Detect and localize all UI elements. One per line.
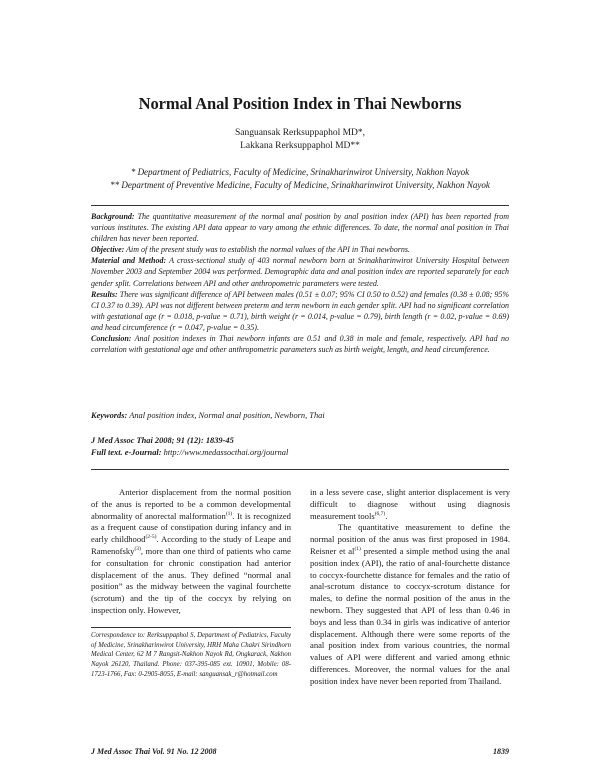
journal-fulltext <box>91 447 509 459</box>
footer-journal: J Med Assoc Thai Vol. 91 No. 12 2008 <box>91 747 217 756</box>
journal-info <box>91 435 509 458</box>
abstract-objective-label: Objective: <box>91 245 125 255</box>
reference-mark: (2-5) <box>145 534 157 541</box>
abstract-background <box>91 211 509 244</box>
abstract-results-label: Results: <box>91 289 118 299</box>
author-2: Lakkana Rerksuppaphol MD** <box>240 141 360 151</box>
affiliation-2: ** Department of Preventive Medicine, Faculty of Medicine, Srinakharinwirot University, Nakhon Nayok <box>110 180 490 190</box>
author-1: Sanguansak Rerksuppaphol MD*, <box>234 128 366 138</box>
reference-mark: (6,7) <box>374 510 386 517</box>
body-paragraph <box>91 487 291 617</box>
abstract-results <box>91 289 509 333</box>
body-paragraph <box>310 487 510 522</box>
body-column-left <box>91 487 291 617</box>
affiliation-1: * Department of Pediatrics, Faculty of Medicine, Srinakharinwirot University, Nakhon Nayok <box>130 167 470 177</box>
body-text: . It is recognized as a frequent cause of constipation during infancy and in early childhood <box>91 510 291 545</box>
abstract-conclusion <box>91 333 509 355</box>
body-text: Anterior displacement from the normal position of the anus is reported to be a common developmental abnormality of anorectal malformation <box>91 487 291 521</box>
body-top-rule <box>91 469 509 470</box>
abstract <box>91 211 509 355</box>
abstract-background-text: The quantitative measurement of the normal anal position by anal position index (API) has been reported from various institutes. The existing API data appear to vary among the ethnic differences. To date, the normal anal position in Thai children has never been reported. <box>91 212 509 244</box>
affiliations <box>60 166 540 192</box>
body-text: . <box>385 510 388 521</box>
abstract-background-label: Background: <box>91 212 135 221</box>
correspondence-rule <box>91 627 291 628</box>
fulltext-label: Full text. e-Journal: <box>91 447 162 457</box>
abstract-methods-text: A cross-sectional study of 403 normal newborn born at Srinakharinwirot University Hospital between November 2003 and September 2004 was performed. Demographic data and anal position index are reported separately for each gender split. Correlations between API and other anthropometric parameters were tested. <box>91 256 509 288</box>
abstract-methods-label: Material and Method: <box>91 256 167 266</box>
abstract-conclusion-text: Anal position indexes in Thai newborn infants are 0.51 and 0.38 in male and female, respectively. API had no correlation with gestational age and other anthropometric parameters such as birth weight, length, and head circumference. <box>91 334 509 355</box>
journal-citation: J Med Assoc Thai 2008; 91 (12): 1839-45 <box>91 436 234 445</box>
abstract-objective <box>91 244 509 255</box>
keywords-label: Keywords: <box>91 411 128 420</box>
body-text: . According to the study of Leape and Ramenofsky <box>91 534 291 556</box>
reference-mark: (3) <box>134 546 141 553</box>
authors <box>0 127 600 153</box>
page-number: 1839 <box>493 747 509 756</box>
keywords <box>91 411 509 420</box>
fulltext-link[interactable]: http://www.medassocthai.org/journal <box>161 447 289 457</box>
article-title: Normal Anal Position Index in Thai Newborns <box>138 94 462 113</box>
body-column-right <box>310 487 510 688</box>
abstract-results-text: There was significant difference of API between males (0.51 ± 0.07; 95% CI 0.50 to 0.52) and females (0.38 ± 0.08; 95% CI 0.37 to 0.39). API was not different between preterm and term newborn in each gender split. API had no significant correlation with gestational age (r = 0.018, p-value = 0.71), birth weight (r = 0.014, p-value = 0.79), birth length (r = 0.02, p-value = 0.69) and head circumference (r = 0.047, p-value = 0.35). <box>91 289 509 332</box>
abstract-objective-text: Aim of the present study was to establish the normal values of the API in Thai newborns. <box>124 245 410 255</box>
body-text: , more than one third of patients who came for consultation for chronic constipation had anterior displacement of the anus. They defined “normal anal position” as the midway between the vaginal fourchette (scrotum) and the tip of the coccyx by relying on inspection only. However, <box>91 545 291 615</box>
keywords-text: Anal position index, Normal anal position, Newborn, Thai <box>127 411 325 420</box>
abstract-top-rule <box>91 205 509 206</box>
body-text: presented a simple method using the anal position index (API), the ratio of anal-fourchette distance to coccyx-fourchette distance for females and the ratio of anal-scrotum distance to coccyx-scrotum distance for males, to define the normal position of the anus in the newborn. They suggested that API of less than 0.46 in boys and less than 0.34 in girls was indicative of anterior displacement. Although there were some reports of the anal position index from various countries, the normal values of API were different and varied among ethnic differences. Moreover, the normal values for the anal position index have never been reported from Thailand. <box>310 545 510 686</box>
abstract-conclusion-label: Conclusion: <box>91 334 132 344</box>
body-text: in a less severe case, slight anterior displacement is very difficult to diagnose without using diagnosis measurement tools <box>310 487 510 521</box>
body-paragraph <box>310 522 510 687</box>
reference-mark: (1) <box>225 510 233 517</box>
abstract-methods <box>91 255 509 288</box>
correspondence-note: Correspondence to: Rerksuppaphol S, Department of Pediatrics, Faculty of Medicine, Srinakharinwirot University, HRH Maha Chakri Sirindhorn Medical Center, 62 M 7 Rangsit-Nakhon Nayok Rd, Ongkarack, Nakhon Nayok 26120, Thailand. Phone: 037-395-085 ext. 10901, Mobile: 08-1723-1766, Fax: 0-2905-8055, E-mail: sanguansak_r@hotmail.com <box>91 632 291 678</box>
body-text: The quantitative measurement to define the normal position of the anus was first proposed in 1984. Reisner et al <box>310 522 510 556</box>
reference-mark: (1) <box>354 546 361 553</box>
